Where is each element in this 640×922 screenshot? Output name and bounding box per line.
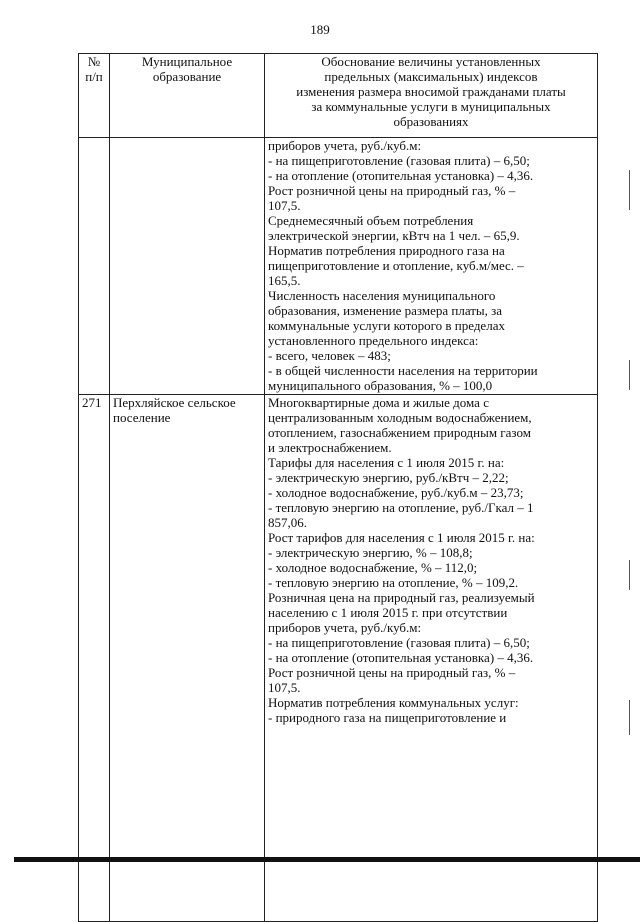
text-line: - на отопление (отопительная установка) – 4,36. bbox=[268, 650, 534, 665]
text-line: - всего, человек – 483; bbox=[268, 348, 391, 363]
header-municipality-line: Муниципальное bbox=[141, 54, 233, 69]
text-line: Рост розничной цены на природный газ, % – bbox=[268, 665, 516, 680]
row-number: 271 bbox=[79, 395, 110, 922]
text-line: - тепловую энергию на отопление, руб./Гкал – 1 bbox=[268, 500, 534, 515]
municipality-name-line: поселение bbox=[113, 410, 171, 425]
continued-number-cell bbox=[79, 138, 110, 395]
text-line: Среднемесячный объем потребления bbox=[268, 213, 474, 228]
text-line: отоплением, газоснабжением природным газом bbox=[268, 425, 531, 440]
header-justification-line: изменения размера вносимой гражданами платы bbox=[296, 84, 566, 99]
text-line: коммунальные услуги которого в пределах bbox=[268, 318, 505, 333]
text-line: - на отопление (отопительная установка) – 4,36. bbox=[268, 168, 534, 183]
municipality-name-line: Перхляйское сельское bbox=[113, 395, 236, 410]
continued-justification-cell bbox=[265, 138, 598, 395]
text-line: образования, изменение размера платы, за bbox=[268, 303, 503, 318]
header-justification bbox=[265, 54, 598, 138]
header-municipality-line: образование bbox=[152, 69, 222, 84]
scan-edge-mark bbox=[629, 170, 630, 210]
page-number: 189 bbox=[310, 22, 330, 37]
header-justification-line: Обоснование величины установленных bbox=[321, 54, 541, 69]
text-line: электрической энергии, кВтч на 1 чел. – 65,9. bbox=[268, 228, 520, 243]
text-line: Норматив потребления природного газа на bbox=[268, 243, 505, 258]
text-line: 165,5. bbox=[268, 273, 301, 288]
continued-name-cell bbox=[110, 138, 265, 395]
text-line: Тарифы для населения с 1 июля 2015 г. на: bbox=[268, 455, 505, 470]
text-line: установленного предельного индекса: bbox=[268, 333, 479, 348]
text-line: - электрическую энергию, руб./кВтч – 2,22; bbox=[268, 470, 509, 485]
scan-edge-mark bbox=[629, 360, 630, 390]
table-row bbox=[79, 395, 598, 922]
scan-edge-mark bbox=[629, 700, 630, 735]
text-line: и электроснабжением. bbox=[268, 440, 392, 455]
text-line: 857,06. bbox=[268, 515, 307, 530]
row-justification bbox=[265, 395, 598, 922]
header-justification-line: за коммунальные услуги в муниципальных bbox=[311, 99, 551, 114]
header-justification-line: образованиях bbox=[393, 114, 469, 129]
text-line: - природного газа на пищеприготовление и bbox=[268, 710, 507, 725]
table-header-row bbox=[79, 54, 598, 138]
municipal-index-table bbox=[78, 53, 598, 922]
text-line: - электрическую энергию, % – 108,8; bbox=[268, 545, 473, 560]
text-line: Многоквартирные дома и жилые дома с bbox=[268, 395, 489, 410]
text-line: Численность населения муниципального bbox=[268, 288, 496, 303]
header-municipality bbox=[110, 54, 265, 138]
text-line: муниципального образования, % – 100,0 bbox=[268, 378, 493, 393]
text-line: Рост розничной цены на природный газ, % – bbox=[268, 183, 516, 198]
text-line: - в общей численности населения на территории bbox=[268, 363, 538, 378]
text-line: Рост тарифов для населения с 1 июля 2015 г. на: bbox=[268, 530, 535, 545]
header-number-line: № bbox=[87, 54, 101, 69]
scan-edge-mark bbox=[629, 560, 630, 590]
text-line: населению с 1 июля 2015 г. при отсутствии bbox=[268, 605, 508, 620]
text-line: Норматив потребления коммунальных услуг: bbox=[268, 695, 519, 710]
scan-bottom-edge bbox=[14, 857, 640, 862]
text-line: - тепловую энергию на отопление, % – 109,2. bbox=[268, 575, 519, 590]
header-justification-line: предельных (максимальных) индексов bbox=[324, 69, 538, 84]
text-line: - на пищеприготовление (газовая плита) – 6,50; bbox=[268, 635, 530, 650]
text-line: 107,5. bbox=[268, 198, 301, 213]
text-line: - холодное водоснабжение, руб./куб.м – 23,73; bbox=[268, 485, 524, 500]
text-line: 107,5. bbox=[268, 680, 301, 695]
text-line: - на пищеприготовление (газовая плита) – 6,50; bbox=[268, 153, 530, 168]
row-municipality bbox=[110, 395, 265, 922]
text-line: приборов учета, руб./куб.м: bbox=[268, 138, 422, 153]
header-number-line: п/п bbox=[85, 69, 103, 84]
text-line: - холодное водоснабжение, % – 112,0; bbox=[268, 560, 478, 575]
header-number bbox=[79, 54, 110, 138]
text-line: централизованным холодным водоснабжением, bbox=[268, 410, 532, 425]
text-line: Розничная цена на природный газ, реализуемый bbox=[268, 590, 535, 605]
text-line: пищеприготовление и отопление, куб.м/мес. – bbox=[268, 258, 524, 273]
continued-row bbox=[79, 138, 598, 395]
text-line: приборов учета, руб./куб.м: bbox=[268, 620, 422, 635]
